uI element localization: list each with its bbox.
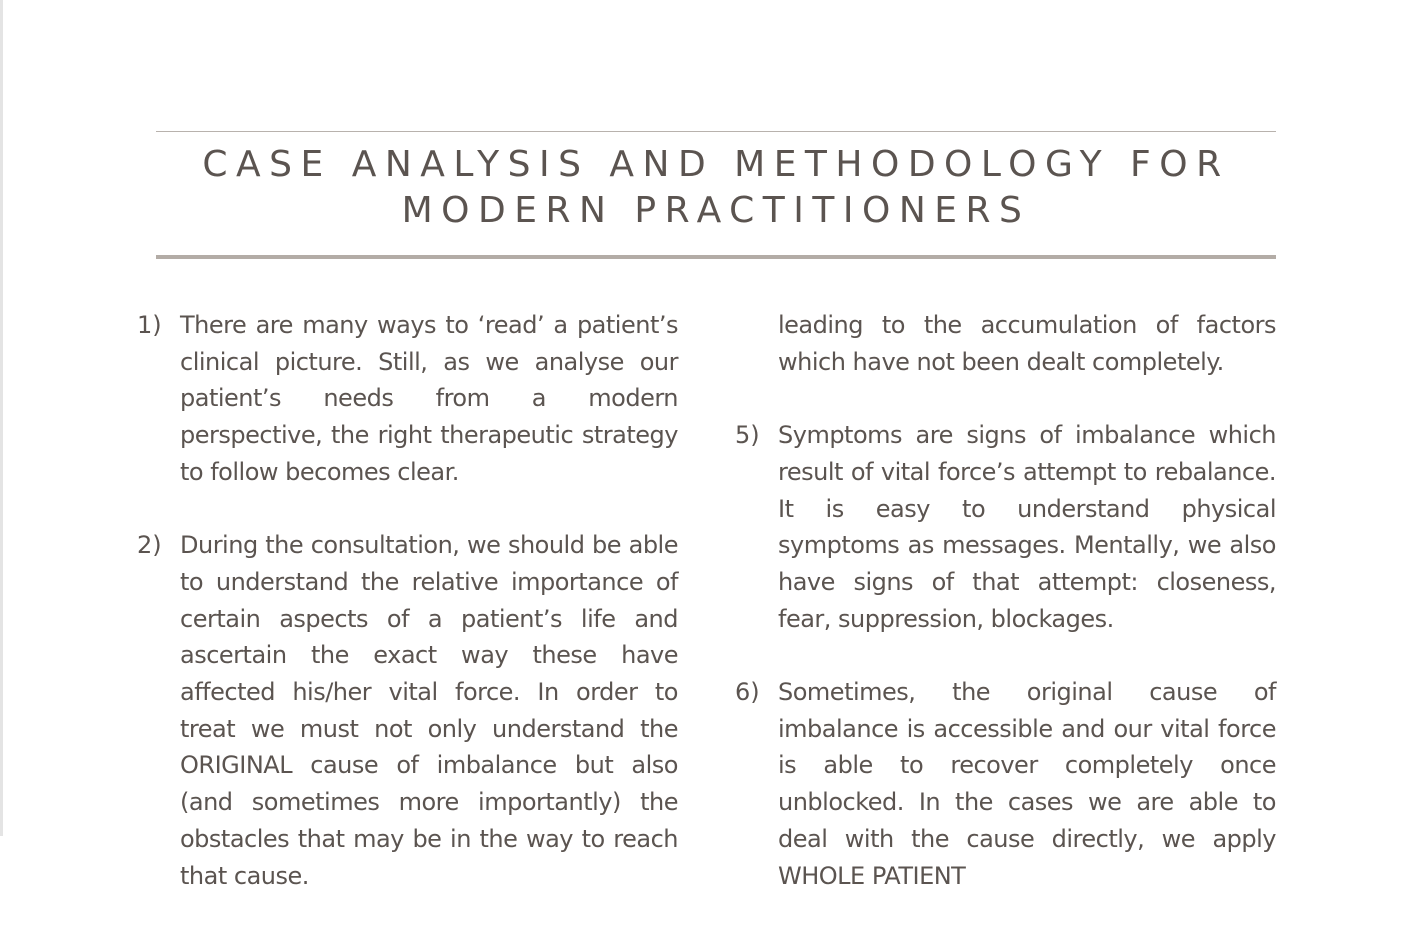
list-item-text: Sometimes, the original cause of imbalance is accessible and our vital force is able to recover completely once unblocked. In the cases we are able to deal with the cause directly, we apply WHOLE PATIENT <box>778 678 1276 890</box>
list-item <box>735 417 1276 637</box>
title-bottom-rule <box>156 255 1276 259</box>
list-item-continuation <box>778 307 1276 380</box>
left-column <box>137 307 678 931</box>
title-line-1: CASE ANALYSIS AND METHODOLOGY FOR <box>202 144 1230 185</box>
list-item-text: leading to the accumulation of factors which have not been dealt completely. <box>778 311 1276 376</box>
list-item-number: 5) <box>735 421 760 450</box>
title-top-rule <box>156 131 1276 132</box>
title-line-2: MODERN PRACTITIONERS <box>401 190 1031 231</box>
list-item <box>735 674 1276 894</box>
list-item-number: 6) <box>735 678 760 706</box>
list-item-number: 1) <box>137 311 162 339</box>
list-item-text: Symptoms are signs of imbalance which result of vital force’s attempt to rebalance. It is easy to understand physical symptoms as messages. Mentally, we also have signs of that attempt: closeness, fear, suppression, blockages. <box>778 421 1276 633</box>
list-item-text: During the consultation, we should be able to understand the relative importance of certain aspects of a patient’s life and ascertain the exact way these have affected his/her vital force. In order to treat we must not only understand the ORIGINAL cause of imbalance but also (and sometimes more importantly) the obstacles that may be in the way to reach that cause. <box>180 531 678 890</box>
list-item-number: 2) <box>137 531 162 560</box>
list-item <box>137 527 678 894</box>
list-item <box>137 307 678 491</box>
list-item-text: There are many ways to ‘read’ a patient’s clinical picture. Still, as we analyse our patient’s needs from a modern perspective, the right therapeutic strategy to follow becomes clear. <box>180 311 678 486</box>
right-column <box>735 307 1276 931</box>
document-title <box>156 142 1276 234</box>
